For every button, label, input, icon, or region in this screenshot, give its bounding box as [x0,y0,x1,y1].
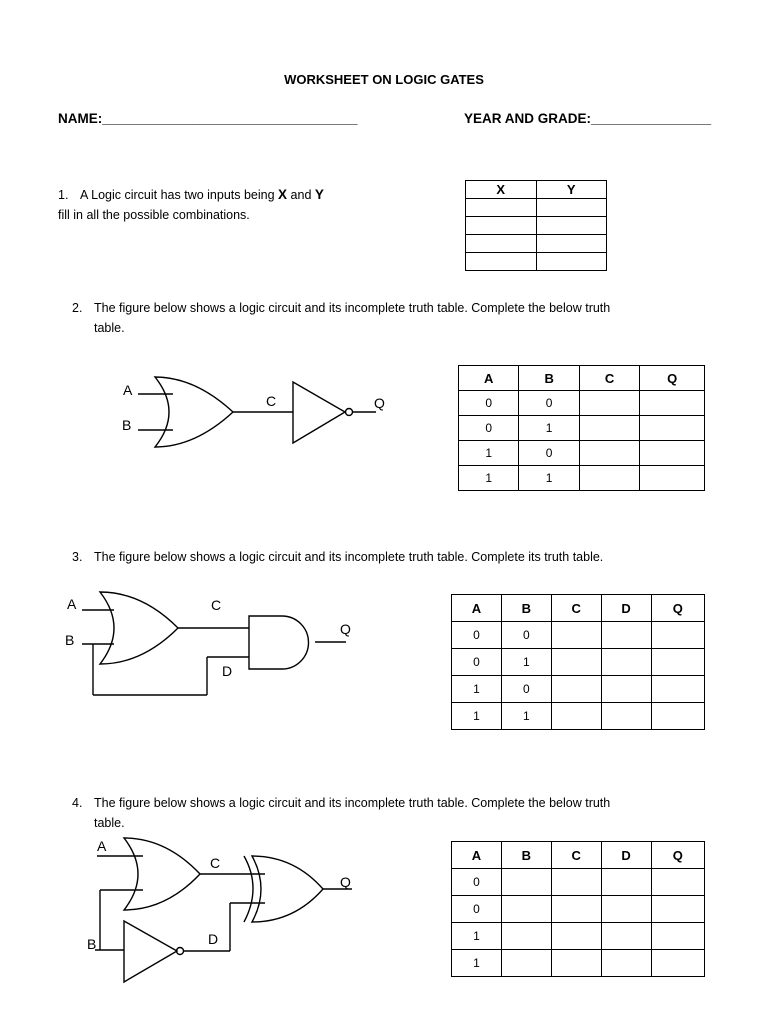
input-label-b: B [65,632,75,648]
column-header-y: Y [536,181,607,199]
table-cell[interactable] [640,466,705,491]
question-4-number: 4. [72,796,83,810]
table-cell[interactable] [579,416,639,441]
table-cell: 1 [459,466,519,491]
question-1-var-y: Y [314,187,324,202]
question-3-truth-table [451,594,705,730]
table-cell: 0 [501,676,551,703]
and-gate [249,616,309,669]
input-label-a: A [67,596,77,612]
wire-label-c: C [210,855,221,871]
table-cell: 0 [452,896,502,923]
xor-gate-back-curve [244,856,253,922]
question-2-truth-table [458,365,705,491]
table-cell[interactable] [551,869,601,896]
question-1-number: 1. [58,188,69,202]
wire-label-c: C [266,393,277,409]
table-cell: 0 [519,441,579,466]
table-row [452,869,705,896]
input-label-b: B [122,417,132,433]
table-row [459,466,705,491]
wire-label-d: D [208,931,219,947]
table-cell: 0 [452,622,502,649]
table-cell: 0 [519,391,579,416]
column-header-a: A [452,842,502,869]
question-3-text-line-1: The figure below shows a logic circuit and its incomplete truth table. Complete its truth table. [94,550,604,564]
question-1-text-b: fill in all the possible combinations. [58,208,250,222]
table-cell[interactable] [551,703,601,730]
table-cell[interactable] [651,896,704,923]
table-cell: 1 [501,703,551,730]
column-header-d: D [601,595,651,622]
table-cell: 1 [452,676,502,703]
table-cell[interactable] [579,441,639,466]
table-cell: 0 [501,622,551,649]
question-4-text-line-2: table. [94,816,125,830]
table-cell[interactable] [601,896,651,923]
table-cell[interactable] [601,622,651,649]
table-cell: 1 [452,923,502,950]
column-header-b: B [501,842,551,869]
table-cell[interactable] [601,676,651,703]
table-cell[interactable] [651,869,704,896]
column-header-c: C [551,842,601,869]
wire-label-c: C [211,597,222,613]
name-blank: __________________________________ [102,111,358,126]
table-cell[interactable] [551,622,601,649]
table-row [452,703,705,730]
output-label-q: Q [340,874,351,890]
column-header-a: A [459,366,519,391]
table-cell[interactable] [551,649,601,676]
or-gate [100,592,178,664]
not-gate [293,382,345,443]
table-cell[interactable] [551,896,601,923]
column-header-b: B [519,366,579,391]
question-3-number: 3. [72,550,83,564]
table-cell[interactable] [501,896,551,923]
column-header-q: Q [640,366,705,391]
table-cell[interactable] [651,703,704,730]
question-4-truth-table [451,841,705,977]
table-cell: 0 [452,649,502,676]
table-cell[interactable] [651,676,704,703]
not-gate [124,921,177,982]
question-4-text [72,793,732,833]
table-cell: 0 [459,391,519,416]
column-header-q: Q [651,842,704,869]
column-header-x: X [466,181,537,199]
question-1-var-x: X [278,187,288,202]
name-label: NAME: [58,111,103,126]
column-header-c: C [551,595,601,622]
table-cell[interactable] [601,950,651,977]
output-label-q: Q [374,395,385,411]
table-row [452,896,705,923]
table-cell[interactable] [640,441,705,466]
column-header-a: A [452,595,502,622]
table-cell[interactable] [601,869,651,896]
question-4-circuit-diagram [95,838,352,982]
table-row [452,676,705,703]
table-row [459,416,705,441]
question-2-text-line-2: table. [94,321,125,335]
column-header-c: C [579,366,639,391]
year-grade-label: YEAR AND GRADE: [464,111,592,126]
table-cell[interactable] [579,391,639,416]
table-cell[interactable] [551,676,601,703]
table-cell[interactable] [501,869,551,896]
year-grade-blank: ________________ [591,111,712,126]
table-cell[interactable] [651,622,704,649]
column-header-q: Q [651,595,704,622]
table-row [452,923,705,950]
table-header-row [452,595,705,622]
table-cell: 1 [501,649,551,676]
table-cell: 1 [519,416,579,441]
table-cell[interactable] [551,923,601,950]
table-cell[interactable] [651,923,704,950]
question-1-text-and: and [290,188,312,202]
output-label-q: Q [340,621,351,637]
table-cell: 0 [452,869,502,896]
table-row [452,950,705,977]
table-cell[interactable] [651,950,704,977]
worksheet-title: WORKSHEET ON LOGIC GATES [284,72,484,87]
table-cell[interactable] [601,649,651,676]
input-label-a: A [97,838,107,854]
table-cell[interactable] [501,950,551,977]
question-1-text-a: A Logic circuit has two inputs being [80,188,275,202]
table-cell: 1 [459,441,519,466]
table-row [459,391,705,416]
question-4-text-line-1: The figure below shows a logic circuit and its incomplete truth table. Complete the below truth [94,796,611,810]
question-3-text [72,547,732,567]
table-row [459,441,705,466]
table-header-row [452,842,705,869]
table-cell[interactable] [640,391,705,416]
table-row [452,622,705,649]
table-cell: 0 [459,416,519,441]
question-2-text-line-1: The figure below shows a logic circuit and its incomplete truth table. Complete the below truth [94,301,611,315]
table-row [452,649,705,676]
xor-gate [252,856,323,922]
table-cell[interactable] [501,923,551,950]
or-gate [124,838,200,910]
not-bubble [346,409,353,416]
table-cell[interactable] [579,466,639,491]
wire-label-d: D [222,663,233,679]
input-label-b: B [87,936,97,952]
table-header-row [459,366,705,391]
table-cell[interactable] [601,923,651,950]
table-cell[interactable] [651,649,704,676]
input-label-a: A [123,382,133,398]
table-cell[interactable] [601,703,651,730]
table-cell: 1 [519,466,579,491]
table-cell: 1 [452,703,502,730]
question-2-number: 2. [72,301,83,315]
table-cell[interactable] [551,950,601,977]
column-header-d: D [601,842,651,869]
column-header-b: B [501,595,551,622]
table-cell[interactable] [640,416,705,441]
table-cell: 1 [452,950,502,977]
or-gate [155,377,233,447]
